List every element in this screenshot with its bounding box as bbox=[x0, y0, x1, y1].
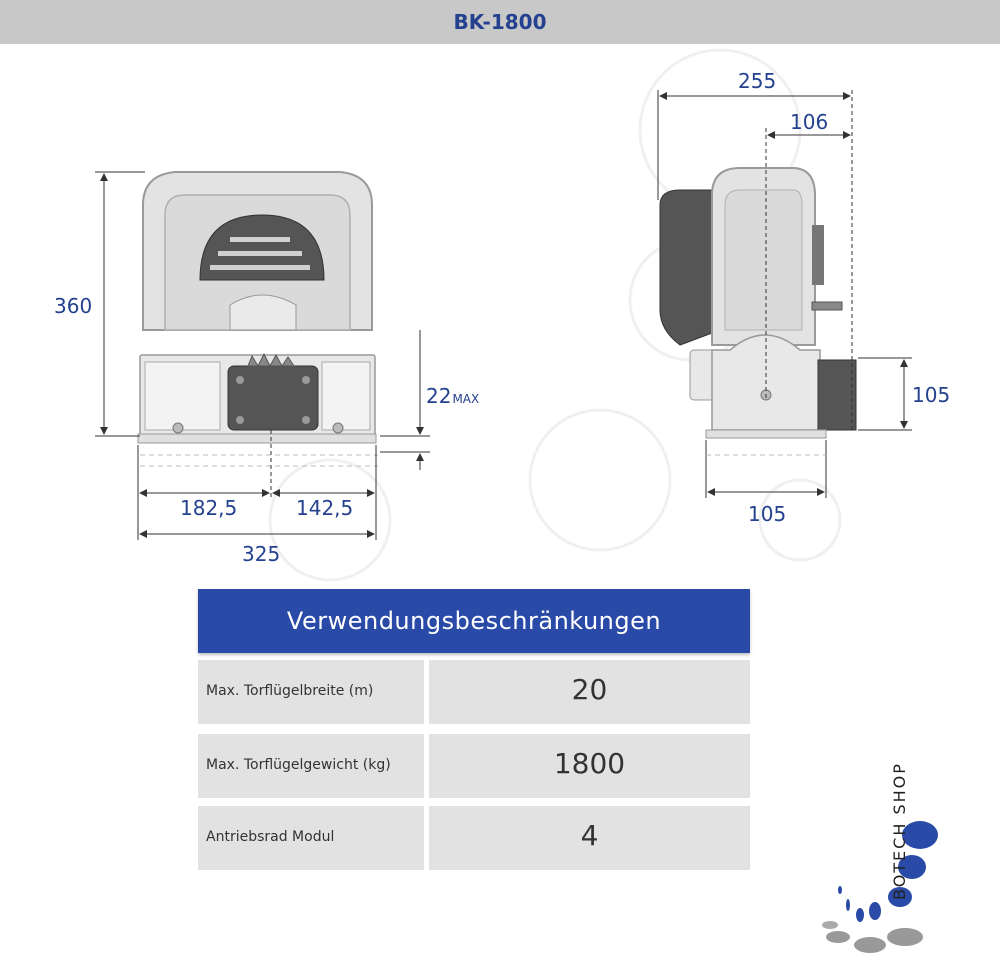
row-label-cell bbox=[198, 660, 424, 724]
row-label: Max. Torflügelgewicht (kg) bbox=[206, 757, 391, 773]
front-view-motor bbox=[138, 172, 378, 466]
table-title-bar bbox=[198, 589, 750, 653]
row-value-cell bbox=[429, 806, 750, 870]
dim-clearance-value: 22 bbox=[426, 384, 452, 408]
dim-offset: 106 bbox=[790, 110, 829, 134]
brand-logo-graphic bbox=[810, 815, 950, 965]
dim-height-360: 360 bbox=[54, 294, 93, 318]
dim-total-width: 325 bbox=[242, 542, 281, 566]
page-title: BK-1800 bbox=[453, 10, 547, 34]
dim-clearance-suffix: MAX bbox=[452, 392, 480, 406]
row-label-cell bbox=[198, 734, 424, 798]
table-title: Verwendungsbeschränkungen bbox=[286, 607, 662, 635]
table-row bbox=[198, 734, 750, 798]
technical-drawing bbox=[0, 44, 1000, 589]
row-value: 20 bbox=[571, 673, 608, 706]
dim-base-width: 105 bbox=[748, 502, 787, 526]
row-value-cell bbox=[429, 660, 750, 724]
dim-left-width: 182,5 bbox=[180, 496, 238, 520]
row-label-cell bbox=[198, 806, 424, 870]
table-row bbox=[198, 660, 750, 724]
row-value-cell bbox=[429, 734, 750, 798]
dim-right-width: 142,5 bbox=[296, 496, 354, 520]
row-label: Antriebsrad Modul bbox=[206, 829, 335, 845]
title-bar bbox=[0, 0, 1000, 44]
row-value: 1800 bbox=[553, 747, 626, 780]
row-value: 4 bbox=[580, 819, 599, 852]
row-label: Max. Torflügelbreite (m) bbox=[206, 683, 374, 699]
dim-depth: 255 bbox=[738, 69, 777, 93]
brand-logo-text: BOTECH SHOP bbox=[890, 762, 909, 900]
dim-block-height: 105 bbox=[912, 383, 951, 407]
table-row bbox=[198, 806, 750, 870]
side-view-motor bbox=[660, 168, 856, 438]
dim-clearance bbox=[426, 384, 479, 408]
